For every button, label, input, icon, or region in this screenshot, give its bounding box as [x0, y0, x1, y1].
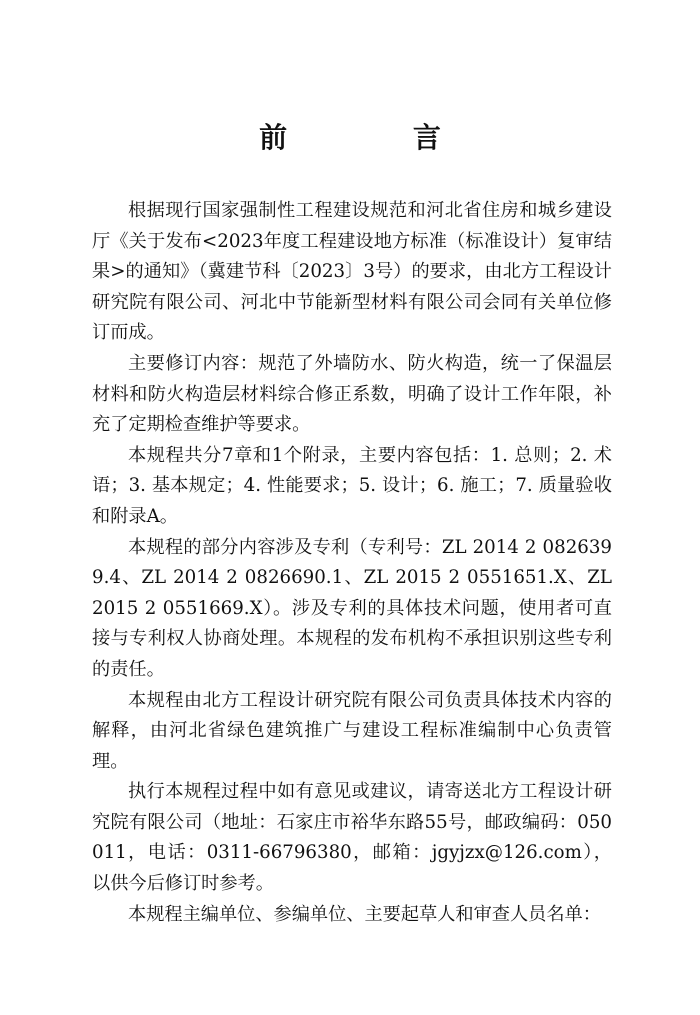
preface-body	[92, 196, 612, 930]
page-title: 前 言	[259, 121, 499, 154]
paragraph-revisions: 主要修订内容：规范了外墙防水、防火构造，统一了保温层材料和防火构造层材料综合修正系数，明确了设计工作年限，补充了定期检查维护等要求。	[92, 352, 612, 436]
paragraph-patents: 本规程的部分内容涉及专利（专利号：ZL 2014 2 0826399.4、ZL 2014 2 0826690.1、ZL 2015 2 0551651.X、ZL 2015 2 0551669.X）。涉及专利的具体技术问题，使用者可直接与专利权人协商处理。本规程的发布机构不承担识别这些专利的责任。	[92, 536, 612, 680]
paragraph-contact: 执行本规程过程中如有意见或建议，请寄送北方工程设计研究院有限公司（地址：石家庄市裕华东路55号，邮政编码：050011，电话：0311-66796380，邮箱：jgyjzx@126.com），以供今后修订时参考。	[92, 781, 612, 895]
paragraph-responsibility: 本规程由北方工程设计研究院有限公司负责具体技术内容的解释，由河北省绿色建筑推广与建设工程标准编制中心负责管理。	[92, 689, 612, 772]
paragraph-background: 根据现行国家强制性工程建设规范和河北省住房和城乡建设厅《关于发布<2023年度工程建设地方标准（标准设计）复审结果>的通知》（冀建节科〔2023〕3号）的要求，由北方工程设计研究院有限公司、河北中节能新型材料有限公司会同有关单位修订而成。	[92, 200, 612, 344]
paragraph-contents: 本规程共分7章和1个附录，主要内容包括：1. 总则；2. 术语；3. 基本规定；4. 性能要求；5. 设计；6. 施工；7. 质量验收和附录A。	[92, 444, 612, 527]
paragraph-personnel-intro: 本规程主编单位、参编单位、主要起草人和审查人员名单：	[128, 903, 601, 925]
